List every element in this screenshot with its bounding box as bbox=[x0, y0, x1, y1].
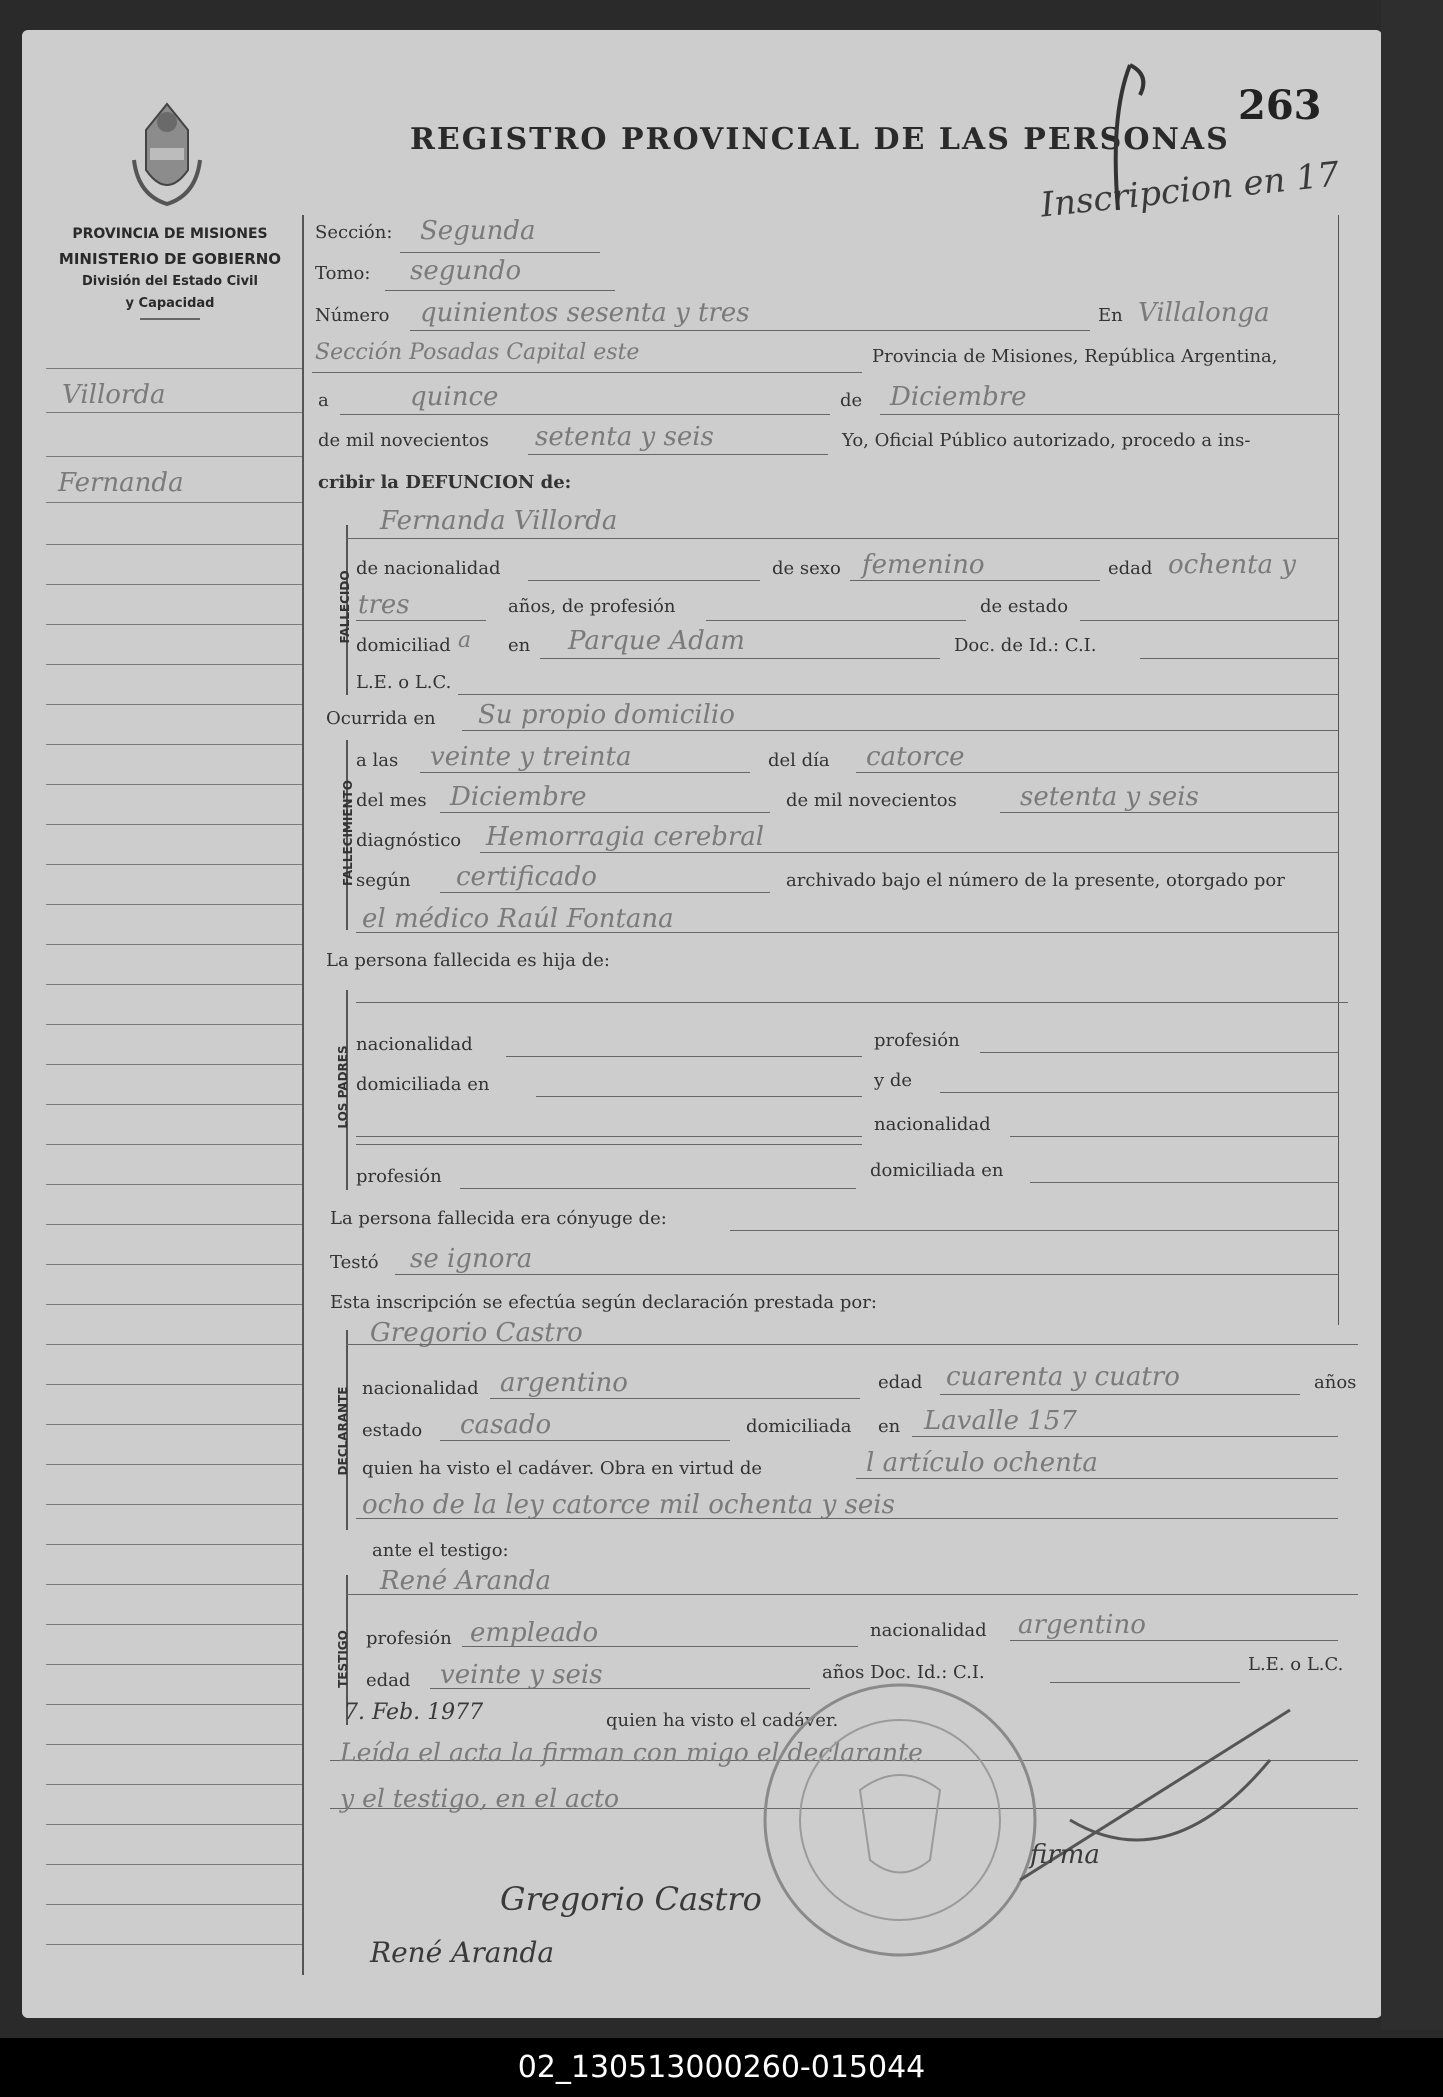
tomo-value: segundo bbox=[410, 256, 522, 286]
margin-rule bbox=[46, 1624, 302, 1625]
y-de-label: y de bbox=[874, 1070, 913, 1091]
segun-label: según bbox=[356, 870, 411, 891]
testigo-nacionalidad-label: nacionalidad bbox=[870, 1620, 987, 1641]
tomo-label: Tomo: bbox=[315, 263, 371, 284]
margin-rule bbox=[46, 704, 302, 705]
official-signature: firma bbox=[1030, 1840, 1100, 1870]
seccion-label: Sección: bbox=[315, 222, 393, 243]
anio-value: setenta y seis bbox=[535, 422, 714, 452]
left-margin-line bbox=[302, 215, 304, 1975]
archivado-text: archivado bajo el número de la presente, otorgado por bbox=[786, 870, 1285, 891]
hora-value: veinte y treinta bbox=[430, 742, 632, 772]
institution-underline bbox=[140, 318, 200, 320]
madre-profesion-label: profesión bbox=[356, 1166, 442, 1187]
domicilio-en-label: en bbox=[508, 635, 531, 656]
de-label: de bbox=[840, 390, 863, 411]
margin-rule bbox=[46, 502, 302, 503]
en-label: En bbox=[1098, 305, 1123, 326]
image-id-footer: 02_130513000260-015044 bbox=[0, 2038, 1443, 2097]
declarante-anios-label: años bbox=[1314, 1372, 1357, 1393]
margin-annotation: Inscripcion en 17 bbox=[1038, 154, 1342, 226]
closing-line-2: y el testigo, en el acto bbox=[340, 1784, 620, 1813]
margin-rule bbox=[46, 1184, 302, 1185]
margin-rule bbox=[46, 944, 302, 945]
margin-rule bbox=[46, 1304, 302, 1305]
dia-value: quince bbox=[410, 382, 499, 412]
annotation-stroke bbox=[1100, 55, 1160, 215]
del-dia-label: del día bbox=[768, 750, 830, 771]
margin-rule bbox=[46, 368, 302, 369]
margin-rule bbox=[46, 664, 302, 665]
declarante-nacionalidad-label: nacionalidad bbox=[362, 1378, 479, 1399]
le-lc-label: L.E. o L.C. bbox=[356, 672, 452, 693]
anios-profesion-label: años, de profesión bbox=[508, 596, 676, 617]
testigo-profesion-label: profesión bbox=[366, 1628, 452, 1649]
testigo-section-label: TESTIGO bbox=[336, 1630, 350, 1688]
mes-value: Diciembre bbox=[890, 382, 1027, 412]
mes-fallecimiento-value: Diciembre bbox=[450, 782, 587, 812]
declarante-obra-value: l artículo ochenta bbox=[866, 1448, 1098, 1478]
margin-rule bbox=[46, 1944, 302, 1945]
margin-rule bbox=[46, 984, 302, 985]
dia-fallecimiento-value: catorce bbox=[866, 742, 965, 772]
domicilio-label: domiciliad bbox=[356, 635, 451, 656]
margin-rule bbox=[46, 1864, 302, 1865]
official-signature-stroke bbox=[1010, 1700, 1310, 1900]
numero-label: Número bbox=[315, 305, 390, 326]
testigo-doc-label: años Doc. Id.: C.I. bbox=[822, 1662, 985, 1683]
nacionalidad-label: de nacionalidad bbox=[356, 558, 501, 579]
institution-ministry: MINISTERIO DE GOBIERNO bbox=[58, 250, 282, 268]
declarante-edad-label: edad bbox=[878, 1372, 923, 1393]
institution-division: División del Estado Civil bbox=[82, 274, 258, 289]
margin-rule bbox=[46, 1144, 302, 1145]
margin-rule bbox=[46, 1704, 302, 1705]
declarante-section-label: DECLARANTE bbox=[336, 1386, 350, 1476]
margin-rule bbox=[46, 1504, 302, 1505]
margin-rule bbox=[46, 584, 302, 585]
margin-rule bbox=[46, 1664, 302, 1665]
margin-rule bbox=[46, 824, 302, 825]
margin-rule bbox=[46, 904, 302, 905]
margin-rule bbox=[46, 1224, 302, 1225]
margin-rule bbox=[46, 1784, 302, 1785]
argentine-coat-of-arms-icon bbox=[126, 100, 208, 208]
margin-rule bbox=[46, 744, 302, 745]
margin-rule bbox=[46, 1464, 302, 1465]
testigo-name: René Aranda bbox=[380, 1566, 551, 1596]
right-border-line bbox=[1338, 215, 1339, 1325]
edad-value: ochenta y bbox=[1168, 550, 1296, 580]
del-mes-label: del mes bbox=[356, 790, 427, 811]
sexo-value: femenino bbox=[862, 550, 985, 580]
fallecido-section-label: FALLECIDO bbox=[338, 570, 352, 644]
margin-rule bbox=[46, 1744, 302, 1745]
segun-value: certificado bbox=[456, 862, 597, 892]
institution-capacity: y Capacidad bbox=[125, 296, 215, 311]
seccion-value: Segunda bbox=[420, 216, 536, 246]
institution-province: PROVINCIA DE MISIONES bbox=[72, 226, 268, 242]
declarante-edad-value: cuarenta y cuatro bbox=[946, 1362, 1180, 1392]
page-title: REGISTRO PROVINCIAL DE LAS PERSONAS bbox=[410, 122, 1230, 157]
page-edge bbox=[1381, 0, 1443, 2030]
seccion-localidad-value: Sección Posadas Capital este bbox=[315, 340, 640, 365]
declarante-obra-continued: ocho de la ley catorce mil ochenta y seis bbox=[362, 1490, 895, 1520]
medico-value: el médico Raúl Fontana bbox=[362, 904, 674, 934]
testigo-le-label: L.E. o L.C. bbox=[1248, 1654, 1344, 1675]
margin-rule bbox=[46, 1264, 302, 1265]
closing-line-1: Leída el acta la firman con migo el declarante bbox=[340, 1738, 923, 1767]
margin-rule bbox=[46, 1384, 302, 1385]
margin-rule bbox=[46, 1824, 302, 1825]
margin-rule bbox=[46, 544, 302, 545]
padres-section-label: LOS PADRES bbox=[336, 1045, 350, 1129]
mil-fallecimiento-label: de mil novecientos bbox=[786, 790, 957, 811]
declarante-estado-label: estado bbox=[362, 1420, 423, 1441]
margin-rule bbox=[46, 624, 302, 625]
madre-domiciliada-label: domiciliada en bbox=[870, 1160, 1004, 1181]
mil-label: de mil novecientos bbox=[318, 430, 489, 451]
domicilio-value: Parque Adam bbox=[568, 626, 745, 656]
hija-text: La persona fallecida es hija de: bbox=[326, 950, 610, 971]
estado-label: de estado bbox=[980, 596, 1069, 617]
margin-rule bbox=[46, 1424, 302, 1425]
domicilio-suffix: a bbox=[458, 628, 472, 653]
testigo-nacionalidad-value: argentino bbox=[1018, 1610, 1146, 1640]
margin-rule bbox=[46, 456, 302, 457]
testo-value: se ignora bbox=[410, 1244, 533, 1274]
margin-rule bbox=[46, 1104, 302, 1105]
provincia-text: Provincia de Misiones, República Argentina, bbox=[872, 346, 1278, 367]
declarante-estado-value: casado bbox=[460, 1410, 552, 1440]
testigo-edad-value: veinte y seis bbox=[440, 1660, 603, 1690]
folio-number: 263 bbox=[1238, 82, 1322, 129]
margin-surname: Villorda bbox=[62, 380, 166, 410]
testigo-date-value: 7. Feb. 1977 bbox=[344, 1700, 484, 1725]
edad-value-continued: tres bbox=[358, 590, 410, 620]
ante-testigo-text: ante el testigo: bbox=[372, 1540, 509, 1561]
margin-rule bbox=[46, 412, 302, 413]
madre-nacionalidad-label: nacionalidad bbox=[874, 1114, 991, 1135]
padre-nacionalidad-label: nacionalidad bbox=[356, 1034, 473, 1055]
declarante-quien-text: quien ha visto el cadáver. Obra en virtud de bbox=[362, 1458, 763, 1479]
declarante-domicilio-value: Lavalle 157 bbox=[924, 1406, 1077, 1436]
fallecido-name: Fernanda Villorda bbox=[380, 506, 618, 536]
a-label: a bbox=[318, 390, 329, 411]
a-las-label: a las bbox=[356, 750, 399, 771]
margin-rule bbox=[46, 1544, 302, 1545]
declarante-nacionalidad-value: argentino bbox=[500, 1368, 628, 1398]
testigo-signature: René Aranda bbox=[370, 1936, 555, 1969]
declarante-en-label: en bbox=[878, 1416, 901, 1437]
margin-rule bbox=[46, 1064, 302, 1065]
testigo-edad-label: edad bbox=[366, 1670, 411, 1691]
margin-rule bbox=[46, 784, 302, 785]
edad-label: edad bbox=[1108, 558, 1153, 579]
cribir-text: cribir la DEFUNCION de: bbox=[318, 472, 572, 493]
fallecimiento-section-label: FALLECIMIENTO bbox=[341, 780, 355, 886]
ocurrida-value: Su propio domicilio bbox=[478, 700, 735, 730]
margin-rule bbox=[46, 1344, 302, 1345]
declarante-domiciliada-label: domiciliada bbox=[746, 1416, 852, 1437]
declarante-signature: Gregorio Castro bbox=[500, 1880, 762, 1918]
margin-given-name: Fernanda bbox=[58, 468, 184, 498]
testigo-profesion-value: empleado bbox=[470, 1618, 599, 1648]
margin-rule bbox=[46, 1024, 302, 1025]
conyuge-text: La persona fallecida era cónyuge de: bbox=[330, 1208, 667, 1229]
oficial-text: Yo, Oficial Público autorizado, procedo a ins- bbox=[842, 430, 1251, 451]
margin-rule bbox=[46, 1904, 302, 1905]
doc-id-label: Doc. de Id.: C.I. bbox=[954, 635, 1097, 656]
declarante-name: Gregorio Castro bbox=[370, 1318, 583, 1348]
en-value: Villalonga bbox=[1138, 298, 1270, 328]
numero-value: quinientos sesenta y tres bbox=[420, 298, 750, 328]
testigo-quien-text: quien ha visto el cadáver. bbox=[606, 1710, 839, 1731]
margin-rule bbox=[46, 864, 302, 865]
margin-rule bbox=[46, 1584, 302, 1585]
testo-label: Testó bbox=[330, 1252, 379, 1273]
inscripcion-text: Esta inscripción se efectúa según declaración prestada por: bbox=[330, 1292, 877, 1313]
sexo-label: de sexo bbox=[772, 558, 841, 579]
ocurrida-label: Ocurrida en bbox=[326, 708, 436, 729]
diagnostico-label: diagnóstico bbox=[356, 830, 462, 851]
diagnostico-value: Hemorragia cerebral bbox=[486, 822, 765, 852]
anio-fallecimiento-value: setenta y seis bbox=[1020, 782, 1199, 812]
official-stamp-icon bbox=[750, 1670, 1050, 1970]
padre-profesion-label: profesión bbox=[874, 1030, 960, 1051]
padre-domiciliada-label: domiciliada en bbox=[356, 1074, 490, 1095]
